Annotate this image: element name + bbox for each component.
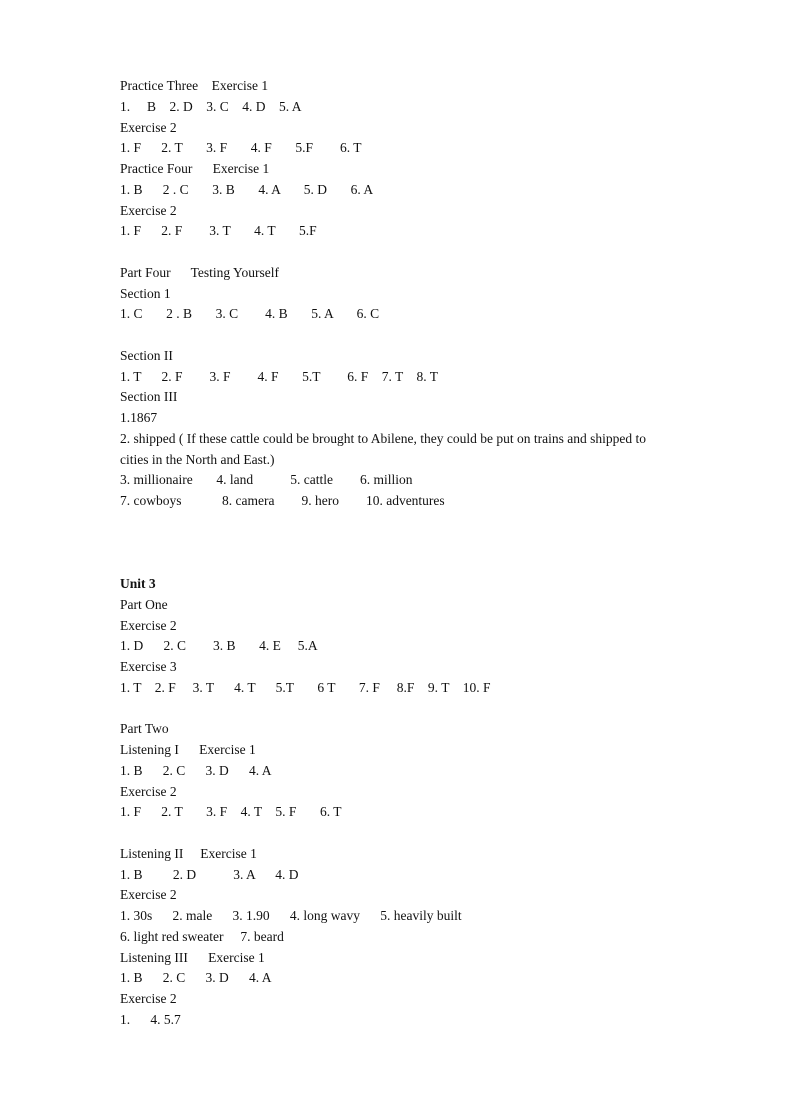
- answer-row: 1. B 2. C 3. D 4. A: [120, 970, 272, 986]
- heading-practice-four: Practice Four Exercise 1: [120, 161, 270, 176]
- answer-row: 1. 30s 2. male 3. 1.90 4. long wavy 5. heavily built: [120, 908, 462, 923]
- block-part-two: [120, 719, 720, 823]
- spacer: [120, 823, 720, 844]
- heading-part-two: Part Two: [120, 721, 169, 737]
- heading-exercise: Exercise 2: [120, 991, 177, 1006]
- heading-listening: Listening I Exercise 1: [120, 742, 256, 757]
- heading-exercise: Exercise 2: [120, 202, 177, 218]
- heading-section: Section III: [120, 389, 178, 405]
- heading-listening: Listening II Exercise 1: [120, 845, 257, 861]
- block-part-four: [120, 263, 720, 325]
- spacer: [120, 512, 720, 574]
- heading-part-four: Part Four Testing Yourself: [120, 264, 279, 280]
- heading-exercise: Exercise 2: [120, 617, 177, 633]
- answer-row: 1. B 2. D 3. C 4. D 5. A: [120, 98, 302, 114]
- heading-section: Section II: [120, 347, 173, 363]
- answer-row: 1. B 2 . C 3. B 4. A 5. D 6. A: [120, 181, 374, 197]
- answer-row: 1. 4. 5.7: [120, 1011, 181, 1027]
- unit-title: Unit 3: [120, 576, 156, 591]
- answer-row: 1. F 2. T 3. F 4. F 5.F 6. T: [120, 140, 362, 156]
- heading-exercise: Exercise 2: [120, 783, 177, 799]
- answer-row: cities in the North and East.): [120, 451, 275, 467]
- answer-row: 6. light red sweater 7. beard: [120, 928, 284, 944]
- answer-row: 1. B 2. D 3. A 4. D: [120, 866, 299, 882]
- answer-row: 1. F 2. F 3. T 4. T 5.F: [120, 223, 317, 239]
- spacer: [120, 242, 720, 263]
- answer-row: 1. T 2. F 3. F 4. F 5.T 6. F 7. T 8. T: [120, 368, 439, 384]
- answer-row: 3. millionaire 4. land 5. cattle 6. million: [120, 472, 413, 488]
- heading-part-one: Part One: [120, 596, 168, 612]
- spacer: [120, 699, 720, 720]
- block-sections: [120, 346, 720, 512]
- heading-section: Section 1: [120, 285, 171, 301]
- answer-row: 1. F 2. T 3. F 4. T 5. F 6. T: [120, 804, 342, 820]
- answer-row: 1. B 2. C 3. D 4. A: [120, 762, 272, 778]
- block-part-one: [120, 595, 720, 699]
- answer-row: 1. C 2 . B 3. C 4. B 5. A 6. C: [120, 306, 380, 322]
- answer-row: 1.1867: [120, 410, 158, 425]
- heading-exercise: Exercise 2: [120, 119, 177, 135]
- heading-exercise: Exercise 3: [120, 659, 177, 674]
- answer-row: 7. cowboys 8. camera 9. hero 10. adventures: [120, 493, 445, 508]
- answer-row: 1. D 2. C 3. B 4. E 5.A: [120, 638, 318, 654]
- answer-row: 1. T 2. F 3. T 4. T 5.T 6 T 7. F 8.F 9. T 10. F: [120, 679, 491, 695]
- block-practice-answers: [120, 76, 720, 242]
- heading-practice-three: Practice Three Exercise 1: [120, 78, 269, 93]
- block-listening: [120, 844, 720, 1031]
- answer-key-page: [120, 76, 720, 1031]
- heading-listening: Listening III Exercise 1: [120, 949, 265, 965]
- spacer: [120, 325, 720, 346]
- heading-exercise: Exercise 2: [120, 887, 177, 903]
- answer-row: 2. shipped ( If these cattle could be brought to Abilene, they could be put on trains and shipped to: [120, 430, 647, 446]
